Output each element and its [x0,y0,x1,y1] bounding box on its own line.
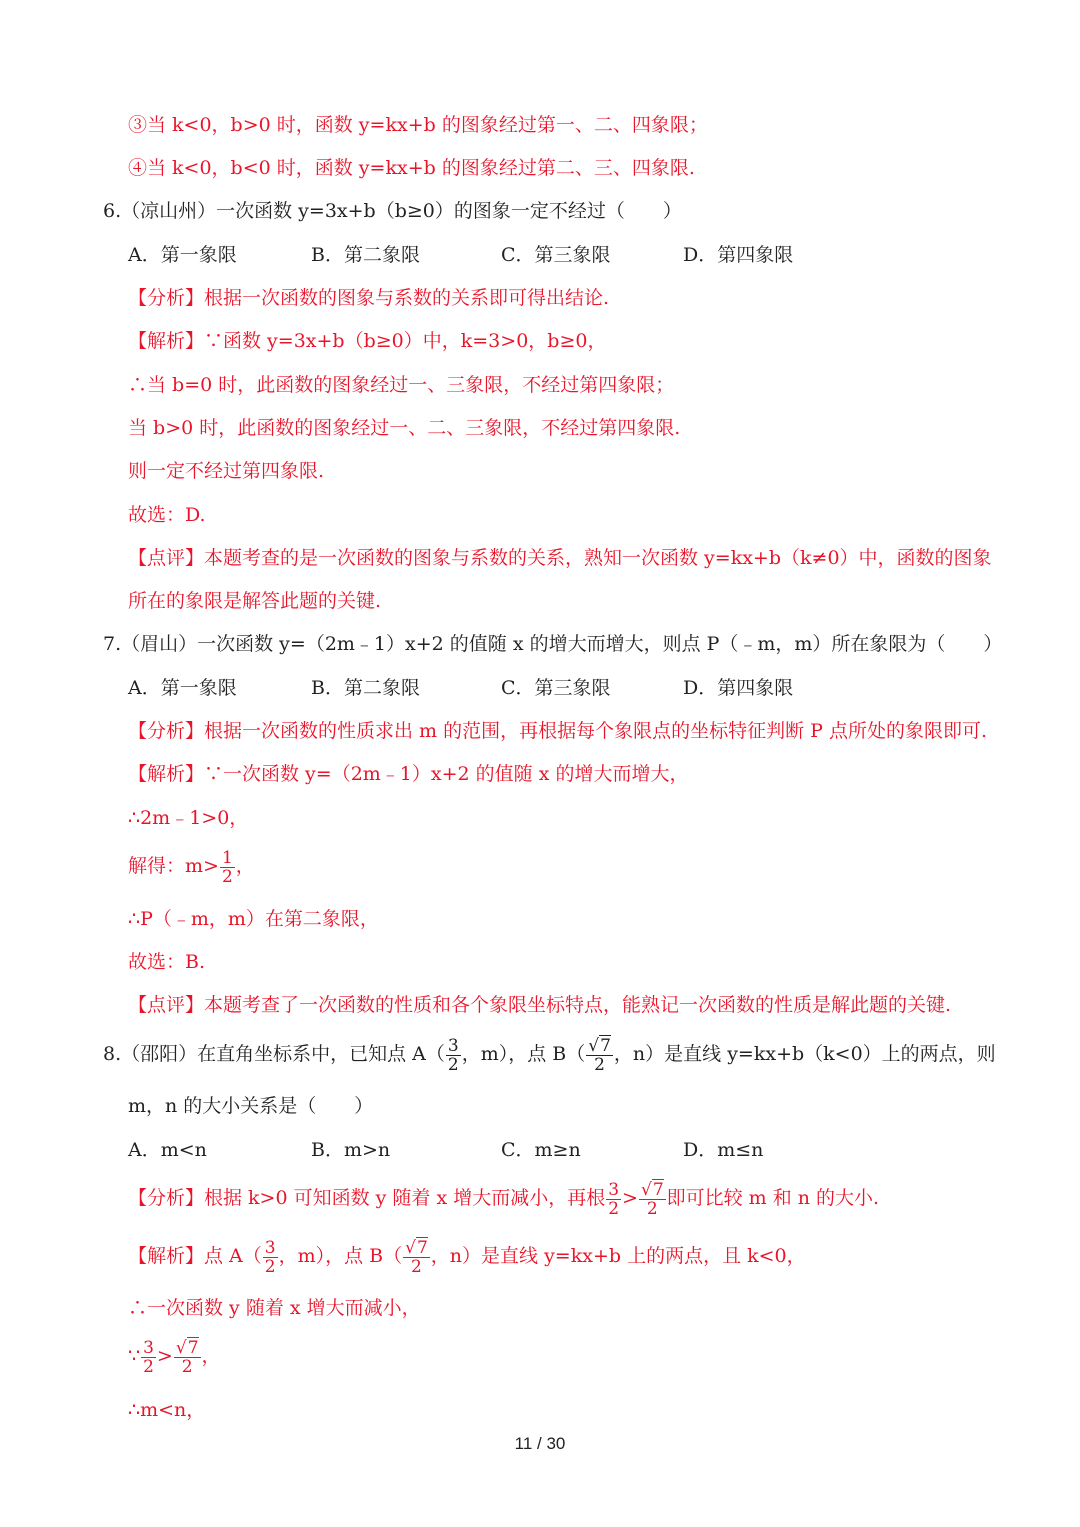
sqrt-icon: √7 [405,1237,428,1258]
solution: 【解析】∵一次函数 y=（2m﹣1）x+2 的值随 x 的增大而增大， [128,763,689,785]
option-b: B．第二象限 [311,677,420,699]
option-d: D．第四象限 [683,677,794,699]
solution-step: ∴P（﹣m，m）在第二象限， [128,908,379,930]
option-c: C．m≥n [501,1139,581,1161]
solution-step: 当 b>0 时，此函数的图象经过一、二、三象限，不经过第四象限. [128,417,681,439]
solution-step: 解得：m> $\frac{1}{2}$ ， [128,847,255,887]
text-line: ④当 k<0，b<0 时，函数 y=kx+b 的图象经过第二、三、四象限. [128,157,695,179]
solution-step: ∴2m﹣1>0， [128,807,249,829]
solution-step: ∴一次函数 y 随着 x 增大而减小， [128,1297,421,1319]
sqrt-icon: √7 [640,1179,664,1200]
options-q6 [128,243,928,267]
option-c: C．第三象限 [501,677,611,699]
solution-step: ∴当 b=0 时，此函数的图象经过一、三象限，不经过第四象限； [128,374,675,396]
option-a: A．m<n [128,1139,207,1161]
option-a: A．第一象限 [128,677,237,699]
options-q8 [128,1138,928,1162]
comment: 【点评】本题考查了一次函数的性质和各个象限坐标特点，能熟记一次函数的性质是解此题的关键. [128,994,952,1016]
solution: 【解析】∵函数 y=3x+b（b≥0）中，k=3>0，b≥0， [128,330,607,352]
question-6: 6.（凉山州）一次函数 y=3x+b（b≥0）的图象一定不经过（ ） [103,200,682,222]
solution-step: 则一定不经过第四象限. [128,460,325,482]
option-a: A．第一象限 [128,244,237,266]
fraction-sqrt: $\frac{√7}{2}$ [588,1035,611,1075]
question-7: 7.（眉山）一次函数 y=（2m﹣1）x+2 的值随 x 的增大而增大，则点 P（﹣m，m）所在象限为（ ） [103,633,1003,655]
sqrt-icon: √7 [588,1035,611,1056]
options-q7 [128,676,928,700]
option-c: C．第三象限 [501,244,611,266]
analysis: 【分析】根据一次函数的图象与系数的关系即可得出结论. [128,287,610,309]
answer: 故选：B. [128,951,206,973]
step-text: 解得：m> [128,855,219,877]
option-d: D．第四象限 [683,244,794,266]
option-b: B．m>n [311,1139,391,1161]
question-8-line2: m，n 的大小关系是（ ） [128,1095,374,1117]
solution-step: ∴m<n， [128,1399,206,1421]
comment: 所在的象限是解答此题的关键. [128,590,382,612]
question-8: 8.（邵阳）在直角坐标系中，已知点 A（ $\frac{3}{2}$ ，m），点 B（ $\frac{√7}{2}$ ，n）是直线 y=kx+b（k<0）上的两点，则 [103,1035,996,1075]
page-number: 11 / 30 [514,1434,566,1453]
fraction: $\frac{3}{2}$ [447,1035,459,1075]
option-b: B．第二象限 [311,244,420,266]
text-line: ③当 k<0，b>0 时，函数 y=kx+b 的图象经过第一、二、四象限； [128,114,708,136]
answer: 故选：D. [128,504,206,526]
solution: 【解析】点 A（ $\frac{3}{2}$ ，m），点 B（ $\frac{√7}{2}$ ，n）是直线 y=kx+b 上的两点，且 k<0， [128,1237,806,1277]
analysis: 【分析】根据一次函数的性质求出 m 的范围，再根据每个象限点的坐标特征判断 P 点所处的象限即可. [128,720,988,742]
option-d: D．m≤n [683,1139,764,1161]
comment: 【点评】本题考查的是一次函数的图象与系数的关系，熟知一次函数 y=kx+b（k≠0）中，函数的图象 [128,547,992,569]
fraction: $\frac{1}{2}$ [221,847,233,887]
sqrt-icon: √7 [175,1337,199,1358]
solution-step: ∵ $\frac{3}{2}$ > $\frac{√7}{2}$ ， [128,1337,221,1377]
analysis: 【分析】根据 k>0 可知函数 y 随着 x 增大而减小，再根 $\frac{3}{2}$ > $\frac{√7}{2}$ 即可比较 m 和 n 的大小. [128,1179,880,1219]
